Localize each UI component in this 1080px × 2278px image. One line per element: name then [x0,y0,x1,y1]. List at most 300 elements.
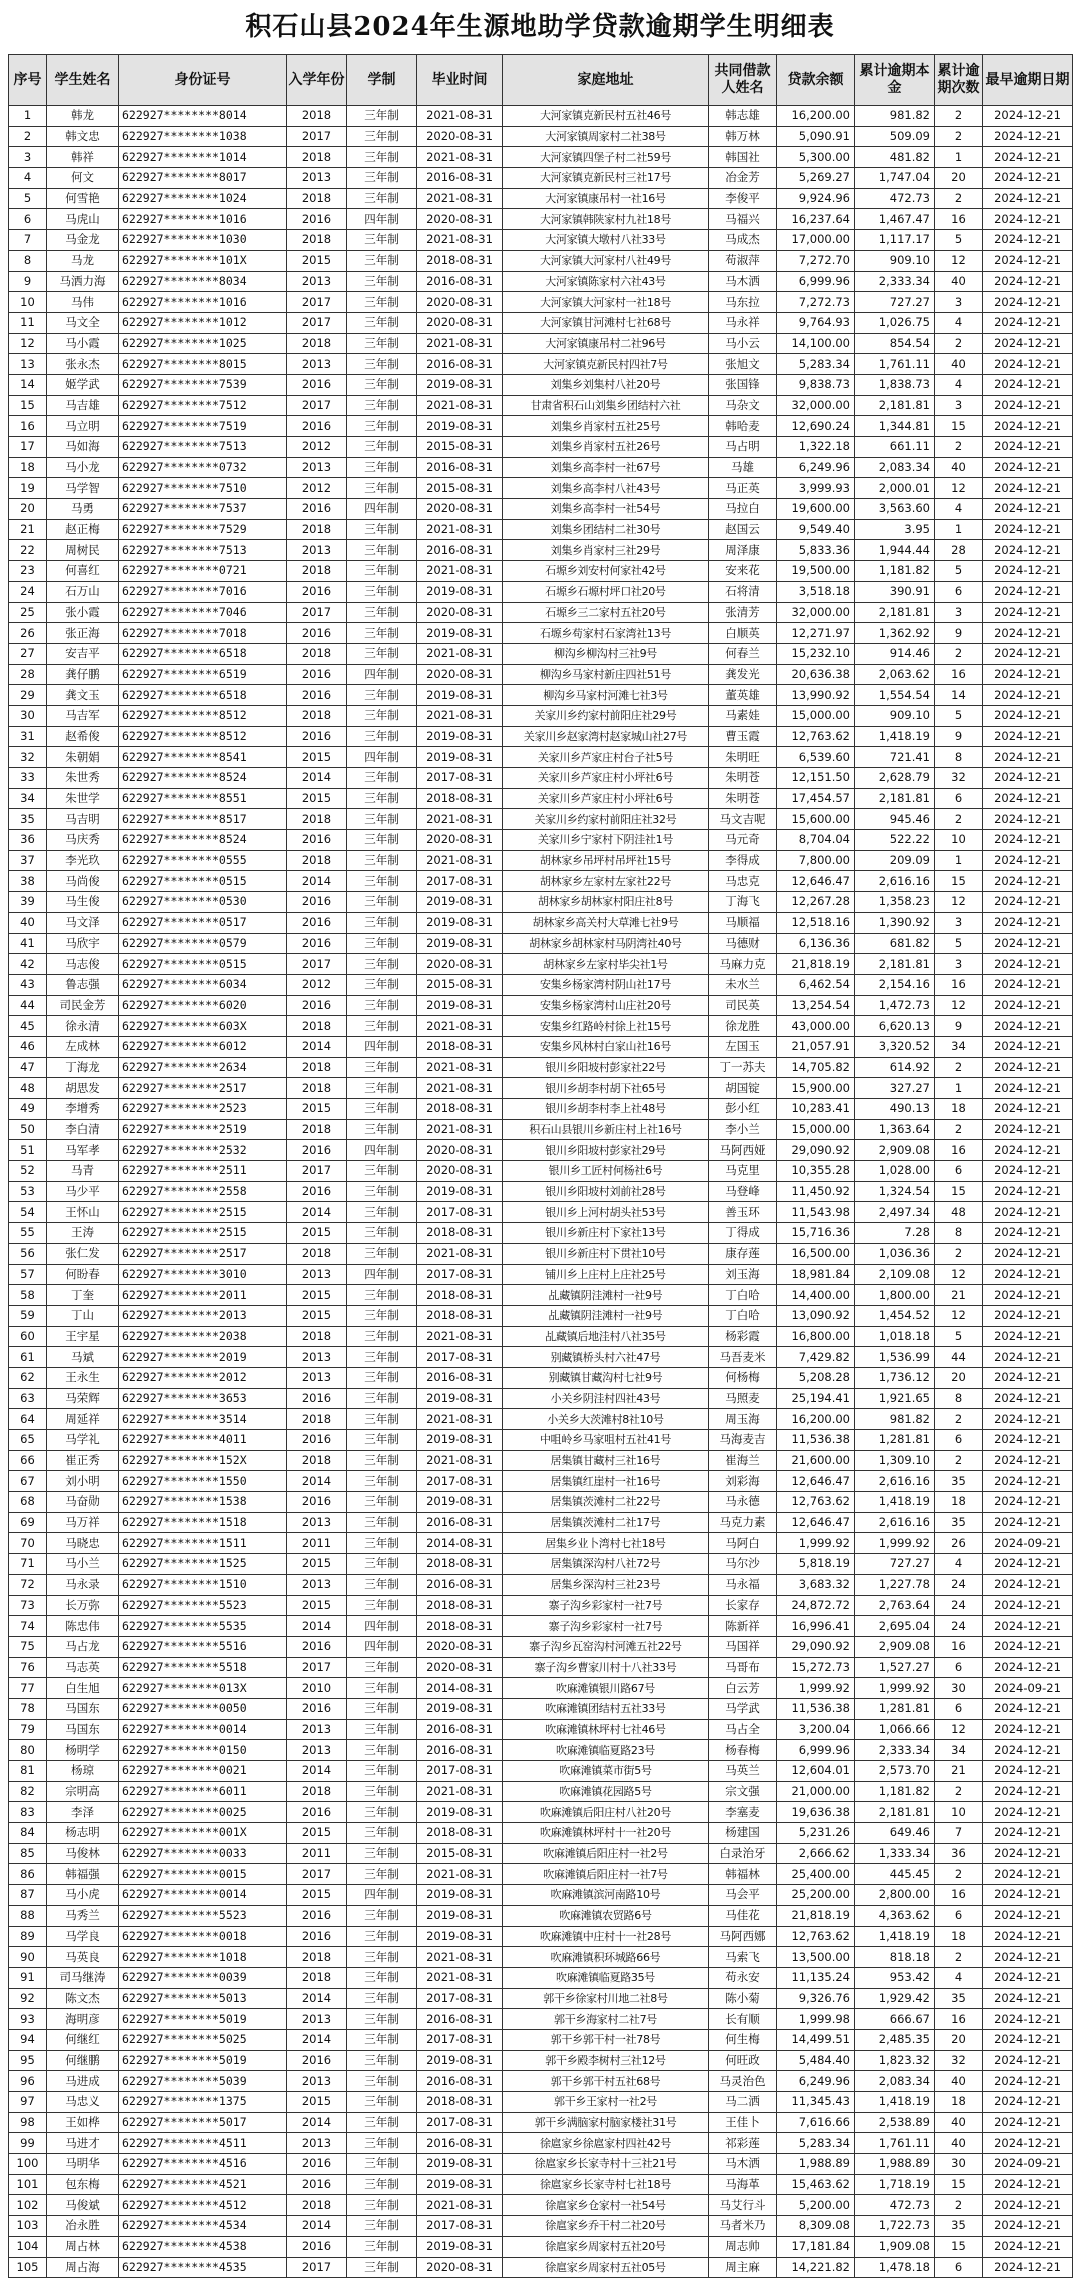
cell-id-number: 622927********1012 [119,312,287,333]
cell-coborrower: 白录治牙 [709,1843,777,1864]
cell-coborrower: 马佳花 [709,1905,777,1926]
cell-earliest-date: 2024-12-21 [983,933,1073,954]
cell-id-number: 622927********0555 [119,850,287,871]
cell-index: 18 [9,457,47,478]
table-row [9,230,1073,251]
cell-index: 1 [9,106,47,127]
cell-id-number: 622927********2532 [119,1140,287,1161]
cell-earliest-date: 2024-12-21 [983,871,1073,892]
cell-student-name: 马洒力海 [47,271,119,292]
cell-overdue-principal: 1,527.27 [855,1657,935,1678]
cell-index: 96 [9,2071,47,2092]
cell-graduation-date: 2021-08-31 [417,1967,503,1988]
table-row [9,1947,1073,1968]
table-row [9,1740,1073,1761]
cell-balance: 1,999.92 [777,1533,855,1554]
cell-earliest-date: 2024-12-21 [983,1574,1073,1595]
cell-address: 石塬乡三二家村五社20号 [503,602,709,623]
cell-earliest-date: 2024-12-21 [983,1802,1073,1823]
cell-coborrower: 马拉白 [709,499,777,520]
cell-earliest-date: 2024-12-21 [983,1202,1073,1223]
table-row [9,1678,1073,1699]
cell-overdue-count: 4 [935,312,983,333]
cell-overdue-principal: 1,909.08 [855,2236,935,2257]
table-row [9,1512,1073,1533]
cell-balance: 11,345.43 [777,2092,855,2113]
cell-student-name: 马志英 [47,1657,119,1678]
cell-enroll-year: 2018 [287,1326,347,1347]
cell-graduation-date: 2021-08-31 [417,1450,503,1471]
cell-overdue-count: 40 [935,2133,983,2154]
cell-coborrower: 龚发光 [709,664,777,685]
cell-student-name: 李泽 [47,1802,119,1823]
cell-student-name: 马虎山 [47,209,119,230]
cell-coborrower: 丁海飞 [709,892,777,913]
cell-id-number: 622927********1518 [119,1512,287,1533]
cell-graduation-date: 2018-08-31 [417,1285,503,1306]
cell-graduation-date: 2014-08-31 [417,1533,503,1554]
cell-overdue-principal: 7.28 [855,1223,935,1244]
cell-overdue-principal: 509.09 [855,126,935,147]
cell-index: 38 [9,871,47,892]
cell-overdue-count: 12 [935,995,983,1016]
cell-student-name: 马生俊 [47,892,119,913]
cell-student-name: 马伟 [47,292,119,313]
cell-balance: 29,090.92 [777,1636,855,1657]
cell-id-number: 622927********1525 [119,1554,287,1575]
table-row [9,1926,1073,1947]
cell-overdue-count: 16 [935,1636,983,1657]
cell-enroll-year: 2016 [287,1492,347,1513]
cell-index: 57 [9,1264,47,1285]
cell-address: 胡林家乡胡林家村阳庄社8号 [503,892,709,913]
cell-earliest-date: 2024-12-21 [983,1698,1073,1719]
cell-earliest-date: 2024-12-21 [983,1285,1073,1306]
cell-index: 104 [9,2236,47,2257]
cell-index: 24 [9,581,47,602]
cell-student-name: 马庆秀 [47,830,119,851]
cell-id-number: 622927********7018 [119,623,287,644]
cell-enroll-year: 2013 [287,540,347,561]
cell-graduation-date: 2021-08-31 [417,395,503,416]
cell-overdue-principal: 1,736.12 [855,1367,935,1388]
cell-program: 三年制 [347,788,417,809]
cell-overdue-count: 2 [935,106,983,127]
cell-earliest-date: 2024-12-21 [983,974,1073,995]
cell-graduation-date: 2019-08-31 [417,912,503,933]
cell-coborrower: 韩志雄 [709,106,777,127]
table-row [9,1636,1073,1657]
cell-enroll-year: 2018 [287,188,347,209]
cell-coborrower: 韩哈麦 [709,416,777,437]
cell-earliest-date: 2024-12-21 [983,1823,1073,1844]
table-row [9,1016,1073,1037]
cell-student-name: 何文 [47,168,119,189]
cell-balance: 8,704.04 [777,830,855,851]
cell-program: 三年制 [347,1988,417,2009]
col-header-name: 学生姓名 [47,55,119,106]
cell-enroll-year: 2013 [287,457,347,478]
cell-graduation-date: 2021-08-31 [417,1947,503,1968]
cell-balance: 3,683.32 [777,1574,855,1595]
cell-student-name: 张仁发 [47,1243,119,1264]
cell-coborrower: 马艾行斗 [709,2195,777,2216]
cell-id-number: 622927********6020 [119,995,287,1016]
table-header-row [9,55,1073,106]
cell-balance: 9,838.73 [777,374,855,395]
cell-coborrower: 白云芳 [709,1678,777,1699]
cell-graduation-date: 2017-08-31 [417,1264,503,1285]
cell-student-name: 马占龙 [47,1636,119,1657]
cell-balance: 12,267.28 [777,892,855,913]
table-row [9,126,1073,147]
cell-balance: 21,818.19 [777,954,855,975]
cell-program: 三年制 [347,1554,417,1575]
cell-index: 78 [9,1698,47,1719]
table-row [9,354,1073,375]
cell-earliest-date: 2024-12-21 [983,788,1073,809]
cell-address: 乩藏镇阴洼滩村一社9号 [503,1305,709,1326]
cell-coborrower: 彭小红 [709,1099,777,1120]
cell-overdue-principal: 1,181.82 [855,561,935,582]
cell-graduation-date: 2021-08-31 [417,1078,503,1099]
cell-address: 吹麻滩镇农贸路6号 [503,1905,709,1926]
cell-overdue-count: 15 [935,416,983,437]
cell-address: 郭干乡王家村一社2号 [503,2092,709,2113]
cell-balance: 5,231.26 [777,1823,855,1844]
cell-index: 15 [9,395,47,416]
cell-coborrower: 韩万林 [709,126,777,147]
cell-earliest-date: 2024-12-21 [983,1967,1073,1988]
cell-balance: 19,600.00 [777,499,855,520]
cell-enroll-year: 2014 [287,2112,347,2133]
cell-index: 23 [9,561,47,582]
cell-program: 三年制 [347,1823,417,1844]
cell-student-name: 鲁志强 [47,974,119,995]
cell-address: 大河家镇克新民村三社17号 [503,168,709,189]
cell-overdue-principal: 1,344.81 [855,416,935,437]
cell-balance: 15,272.73 [777,1657,855,1678]
cell-id-number: 622927********1016 [119,292,287,313]
cell-overdue-principal: 445.45 [855,1864,935,1885]
cell-earliest-date: 2024-12-21 [983,912,1073,933]
cell-address: 吹麻滩镇中庄村十一社28号 [503,1926,709,1947]
cell-id-number: 622927********0014 [119,1719,287,1740]
cell-overdue-count: 9 [935,726,983,747]
cell-student-name: 丁山 [47,1305,119,1326]
cell-address: 大河家镇克新民村四社7号 [503,354,709,375]
cell-enroll-year: 2014 [287,1036,347,1057]
table-row [9,374,1073,395]
cell-graduation-date: 2021-08-31 [417,1057,503,1078]
cell-coborrower: 张清芳 [709,602,777,623]
cell-student-name: 杨明学 [47,1740,119,1761]
cell-address: 吹麻滩镇积环城路66号 [503,1947,709,1968]
cell-overdue-count: 5 [935,230,983,251]
cell-address: 银川乡胡李村李上社48号 [503,1099,709,1120]
cell-id-number: 622927********7539 [119,374,287,395]
cell-coborrower: 陈新祥 [709,1616,777,1637]
cell-overdue-principal: 2,181.81 [855,1802,935,1823]
cell-address: 郭干乡海家村二社7号 [503,2009,709,2030]
cell-program: 三年制 [347,1781,417,1802]
cell-address: 郭干乡徐家村川地二社8号 [503,1988,709,2009]
cell-graduation-date: 2015-08-31 [417,974,503,995]
cell-overdue-principal: 1,362.92 [855,623,935,644]
cell-overdue-count: 18 [935,1099,983,1120]
table-row [9,1223,1073,1244]
table-row [9,1492,1073,1513]
cell-id-number: 622927********603X [119,1016,287,1037]
cell-address: 刘集乡肖家村五社25号 [503,416,709,437]
cell-overdue-principal: 914.46 [855,643,935,664]
cell-address: 寨子沟乡彩家村一社7号 [503,1595,709,1616]
cell-overdue-count: 5 [935,933,983,954]
cell-id-number: 622927********3514 [119,1409,287,1430]
cell-enroll-year: 2012 [287,478,347,499]
cell-index: 91 [9,1967,47,1988]
cell-student-name: 周树民 [47,540,119,561]
cell-student-name: 石万山 [47,581,119,602]
cell-index: 12 [9,333,47,354]
table-row [9,1471,1073,1492]
cell-program: 三年制 [347,1430,417,1451]
cell-graduation-date: 2019-08-31 [417,374,503,395]
cell-index: 51 [9,1140,47,1161]
cell-balance: 9,924.96 [777,188,855,209]
cell-earliest-date: 2024-12-21 [983,1140,1073,1161]
cell-overdue-principal: 1,988.89 [855,2154,935,2175]
cell-address: 刘集乡团结村二社30号 [503,519,709,540]
cell-overdue-principal: 2,616.16 [855,1471,935,1492]
cell-program: 三年制 [347,1181,417,1202]
cell-overdue-count: 40 [935,2071,983,2092]
cell-program: 三年制 [347,1347,417,1368]
table-row [9,2092,1073,2113]
cell-overdue-count: 6 [935,788,983,809]
cell-overdue-principal: 2,063.62 [855,664,935,685]
cell-overdue-principal: 1,921.65 [855,1388,935,1409]
cell-overdue-count: 10 [935,1802,983,1823]
cell-earliest-date: 2024-12-21 [983,230,1073,251]
cell-address: 郭干乡满脑家村脑家楼社31号 [503,2112,709,2133]
cell-overdue-count: 35 [935,2216,983,2237]
cell-program: 三年制 [347,2133,417,2154]
table-row [9,250,1073,271]
cell-overdue-principal: 681.82 [855,933,935,954]
cell-enroll-year: 2016 [287,1140,347,1161]
cell-overdue-principal: 2,000.01 [855,478,935,499]
cell-id-number: 622927********4516 [119,2154,287,2175]
cell-balance: 5,200.00 [777,2195,855,2216]
cell-student-name: 马国东 [47,1698,119,1719]
cell-address: 郭干乡郭干村一社78号 [503,2029,709,2050]
cell-enroll-year: 2016 [287,2050,347,2071]
cell-enroll-year: 2014 [287,1761,347,1782]
cell-program: 四年制 [347,664,417,685]
cell-id-number: 622927********4521 [119,2174,287,2195]
cell-student-name: 何继红 [47,2029,119,2050]
cell-balance: 25,200.00 [777,1885,855,1906]
cell-student-name: 马龙 [47,250,119,271]
cell-coborrower: 何春兰 [709,643,777,664]
table-row [9,2050,1073,2071]
table-row [9,1885,1073,1906]
cell-program: 三年制 [347,2071,417,2092]
cell-graduation-date: 2021-08-31 [417,333,503,354]
cell-enroll-year: 2018 [287,1119,347,1140]
cell-overdue-count: 28 [935,540,983,561]
cell-overdue-count: 34 [935,1740,983,1761]
cell-coborrower: 马素娃 [709,705,777,726]
table-row [9,1761,1073,1782]
table-row [9,871,1073,892]
cell-coborrower: 马忠克 [709,871,777,892]
cell-earliest-date: 2024-12-21 [983,292,1073,313]
cell-enroll-year: 2018 [287,705,347,726]
table-row [9,643,1073,664]
cell-student-name: 赵正梅 [47,519,119,540]
cell-earliest-date: 2024-12-21 [983,1057,1073,1078]
cell-earliest-date: 2024-12-21 [983,1305,1073,1326]
cell-balance: 10,355.28 [777,1161,855,1182]
cell-index: 40 [9,912,47,933]
cell-graduation-date: 2021-08-31 [417,809,503,830]
cell-id-number: 622927********7016 [119,581,287,602]
cell-index: 46 [9,1036,47,1057]
table-row [9,581,1073,602]
cell-id-number: 622927********1510 [119,1574,287,1595]
col-header-id: 身份证号 [119,55,287,106]
cell-graduation-date: 2019-08-31 [417,2050,503,2071]
cell-overdue-count: 1 [935,519,983,540]
cell-program: 三年制 [347,147,417,168]
cell-program: 三年制 [347,1016,417,1037]
cell-coborrower: 马英兰 [709,1761,777,1782]
cell-graduation-date: 2017-08-31 [417,1202,503,1223]
cell-balance: 14,221.82 [777,2257,855,2278]
cell-index: 79 [9,1719,47,1740]
cell-overdue-principal: 614.92 [855,1057,935,1078]
cell-overdue-principal: 2,616.16 [855,1512,935,1533]
cell-address: 吹麻滩镇临夏路35号 [503,1967,709,1988]
cell-earliest-date: 2024-12-21 [983,499,1073,520]
cell-coborrower: 马杂文 [709,395,777,416]
cell-address: 柳沟乡柳沟村三社9号 [503,643,709,664]
cell-earliest-date: 2024-12-21 [983,2174,1073,2195]
col-header-coborrower: 共同借款人姓名 [709,55,777,106]
cell-earliest-date: 2024-12-21 [983,892,1073,913]
cell-program: 三年制 [347,1719,417,1740]
cell-index: 30 [9,705,47,726]
cell-id-number: 622927********0039 [119,1967,287,1988]
cell-graduation-date: 2015-08-31 [417,437,503,458]
cell-address: 郭干乡殿李树村三社12号 [503,2050,709,2071]
cell-earliest-date: 2024-12-21 [983,478,1073,499]
cell-index: 68 [9,1492,47,1513]
cell-address: 郭干乡郭干村五社68号 [503,2071,709,2092]
cell-overdue-principal: 2,083.34 [855,457,935,478]
cell-enroll-year: 2016 [287,2154,347,2175]
cell-enroll-year: 2016 [287,623,347,644]
cell-enroll-year: 2016 [287,1802,347,1823]
cell-id-number: 622927********1038 [119,126,287,147]
cell-coborrower: 马尔沙 [709,1554,777,1575]
cell-student-name: 马俊林 [47,1843,119,1864]
cell-program: 三年制 [347,2009,417,2030]
cell-enroll-year: 2018 [287,1243,347,1264]
cell-coborrower: 马福兴 [709,209,777,230]
table-row [9,1347,1073,1368]
cell-address: 柳沟乡马家村河滩七社3号 [503,685,709,706]
cell-balance: 14,499.51 [777,2029,855,2050]
cell-graduation-date: 2016-08-31 [417,354,503,375]
cell-index: 7 [9,230,47,251]
cell-student-name: 周占林 [47,2236,119,2257]
cell-index: 22 [9,540,47,561]
cell-student-name: 马秀兰 [47,1905,119,1926]
cell-overdue-principal: 2,616.16 [855,871,935,892]
cell-address: 银川乡阳坡村彭家社22号 [503,1057,709,1078]
cell-program: 三年制 [347,374,417,395]
cell-balance: 21,057.91 [777,1036,855,1057]
cell-earliest-date: 2024-12-21 [983,1367,1073,1388]
cell-address: 吹麻滩镇银川路67号 [503,1678,709,1699]
cell-enroll-year: 2013 [287,354,347,375]
cell-student-name: 何喜红 [47,561,119,582]
cell-id-number: 622927********1014 [119,147,287,168]
cell-student-name: 王宇星 [47,1326,119,1347]
cell-index: 19 [9,478,47,499]
cell-balance: 16,500.00 [777,1243,855,1264]
cell-id-number: 622927********7519 [119,416,287,437]
cell-student-name: 朱朝娟 [47,747,119,768]
cell-program: 三年制 [347,312,417,333]
cell-id-number: 622927********8015 [119,354,287,375]
cell-student-name: 韩龙 [47,106,119,127]
cell-earliest-date: 2024-12-21 [983,374,1073,395]
cell-graduation-date: 2020-08-31 [417,1140,503,1161]
cell-index: 105 [9,2257,47,2278]
cell-index: 44 [9,995,47,1016]
cell-id-number: 622927********5039 [119,2071,287,2092]
cell-index: 54 [9,1202,47,1223]
cell-program: 三年制 [347,2257,417,2278]
cell-graduation-date: 2019-08-31 [417,1388,503,1409]
cell-program: 三年制 [347,1698,417,1719]
cell-index: 64 [9,1409,47,1430]
cell-index: 84 [9,1823,47,1844]
cell-overdue-principal: 1,018.18 [855,1326,935,1347]
cell-program: 三年制 [347,1595,417,1616]
cell-balance: 19,636.38 [777,1802,855,1823]
cell-coborrower: 杨彩霞 [709,1326,777,1347]
cell-coborrower: 马会平 [709,1885,777,1906]
cell-coborrower: 董英雄 [709,685,777,706]
cell-coborrower: 马成杰 [709,230,777,251]
cell-coborrower: 宗文强 [709,1781,777,1802]
cell-overdue-principal: 3.95 [855,519,935,540]
cell-overdue-count: 2 [935,1243,983,1264]
cell-program: 三年制 [347,188,417,209]
table-row [9,1698,1073,1719]
cell-enroll-year: 2016 [287,499,347,520]
cell-balance: 5,283.34 [777,354,855,375]
cell-earliest-date: 2024-12-21 [983,1388,1073,1409]
cell-overdue-count: 15 [935,2174,983,2195]
cell-overdue-principal: 1,418.19 [855,1926,935,1947]
cell-overdue-count: 6 [935,1905,983,1926]
